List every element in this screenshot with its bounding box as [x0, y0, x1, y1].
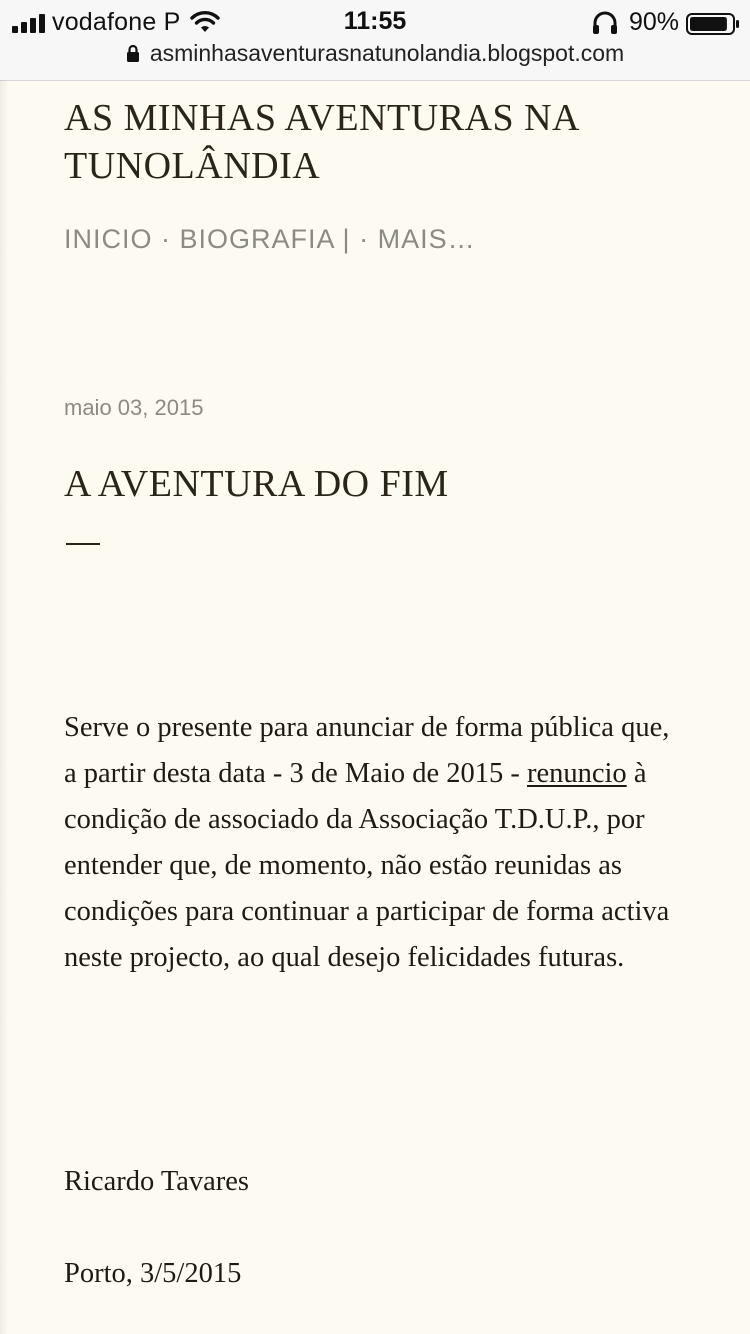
nav-separator: ·: [350, 224, 378, 254]
post-place-date: Porto, 3/5/2015: [64, 1258, 242, 1289]
carrier-name: vodafone P: [52, 8, 181, 36]
battery-icon: [686, 13, 740, 35]
renuncio-link[interactable]: renuncio: [526, 758, 627, 789]
url-text: asminhasaventurasnatunolandia.blogspot.com: [149, 40, 625, 66]
post-title: A AVENTURA DO FIM: [64, 463, 449, 505]
post-signature: Ricardo Tavares: [64, 1166, 250, 1197]
battery-level-fill: [690, 17, 727, 31]
address-bar[interactable]: [0, 40, 750, 70]
title-divider: [66, 543, 100, 545]
nav-item-mais[interactable]: MAIS…: [377, 224, 476, 254]
page-edge-shadow: [0, 80, 8, 1334]
blog-title[interactable]: AS MINHAS AVENTURAS NA TUNOLÂNDIA: [64, 97, 578, 187]
lock-icon: [126, 44, 140, 62]
nav-separator: ·: [152, 224, 180, 254]
nav-item-inicio[interactable]: INICIO: [64, 224, 153, 254]
post-body: [64, 705, 684, 981]
clock: 11:55: [343, 7, 407, 35]
headphones-icon: [592, 11, 618, 35]
blog-nav: [64, 224, 476, 255]
status-row: [0, 4, 750, 40]
post-body-text: Serve o presente para anunciar de forma pública que, a partir desta data - 3 de Maio de 2015 -: [64, 712, 670, 789]
post-body-text: à condição de associado da Associação T.D.U.P., por entender que, de momento, não estão reunidas as condições para continuar a participar de forma activa neste projecto, ao qual desejo felicidades futuras.: [64, 758, 670, 973]
battery-percentage: 90%: [629, 8, 680, 36]
nav-item-biografia[interactable]: BIOGRAFIA |: [179, 224, 351, 254]
post-date[interactable]: maio 03, 2015: [64, 395, 204, 420]
status-bar: [0, 0, 750, 81]
